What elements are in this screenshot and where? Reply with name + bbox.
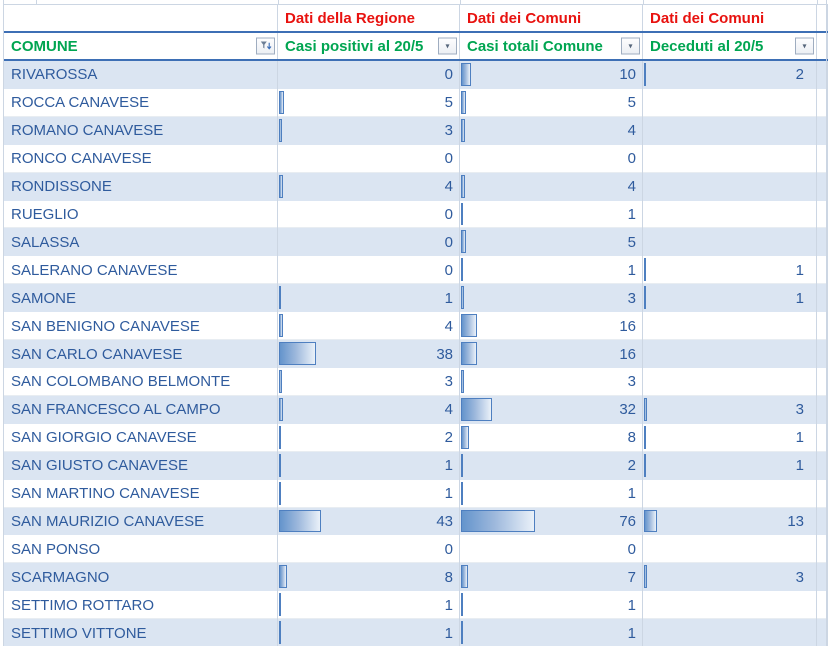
data-bar xyxy=(644,286,646,309)
casi-positivi-cell[interactable] xyxy=(278,145,460,173)
deceduti-cell[interactable] xyxy=(643,117,817,145)
data-bar xyxy=(644,565,647,588)
casi-totali-value: 32 xyxy=(619,401,636,419)
casi-positivi-value: 0 xyxy=(444,66,453,84)
table-row xyxy=(4,480,828,508)
comune-cell[interactable] xyxy=(4,117,278,145)
casi-positivi-cell[interactable] xyxy=(278,89,460,117)
data-bar xyxy=(279,91,284,114)
table-row xyxy=(4,256,828,284)
comune-label: SCARMAGNO xyxy=(11,568,110,586)
table-row xyxy=(4,61,828,89)
comune-cell[interactable] xyxy=(4,368,278,396)
group-header-label: Dati della Regione xyxy=(285,9,416,27)
gridline xyxy=(817,0,818,4)
table-row xyxy=(4,173,828,201)
comune-cell[interactable] xyxy=(4,173,278,201)
casi-positivi-value: 0 xyxy=(444,540,453,558)
data-bar xyxy=(461,286,464,309)
casi-positivi-cell[interactable] xyxy=(278,228,460,256)
header-casi-totali-label: Casi totali Comune xyxy=(467,37,603,55)
deceduti-cell[interactable] xyxy=(643,619,817,646)
deceduti-cell[interactable] xyxy=(643,228,817,256)
casi-totali-value: 4 xyxy=(627,178,636,196)
casi-totali-value: 3 xyxy=(627,289,636,307)
casi-positivi-cell[interactable] xyxy=(278,591,460,619)
casi-positivi-value: 38 xyxy=(436,345,453,363)
comune-label: SAN COLOMBANO BELMONTE xyxy=(11,373,231,391)
table-row xyxy=(4,145,828,173)
comune-cell[interactable] xyxy=(4,312,278,340)
casi-totali-cell[interactable] xyxy=(460,89,643,117)
deceduti-cell[interactable] xyxy=(643,284,817,312)
deceduti-cell[interactable] xyxy=(643,368,817,396)
comune-label: SAN PONSO xyxy=(11,540,101,558)
casi-totali-value: 16 xyxy=(619,317,636,335)
table-row xyxy=(4,368,828,396)
casi-totali-cell[interactable] xyxy=(460,312,643,340)
deceduti-value: 1 xyxy=(795,429,804,447)
table-row xyxy=(4,228,828,256)
casi-positivi-value: 1 xyxy=(444,289,453,307)
group-header-comuni2-cell[interactable] xyxy=(643,5,817,31)
deceduti-cell[interactable] xyxy=(643,508,817,536)
casi-positivi-cell[interactable] xyxy=(278,256,460,284)
deceduti-cell[interactable] xyxy=(643,201,817,229)
data-bar xyxy=(644,510,657,533)
casi-positivi-value: 3 xyxy=(444,373,453,391)
comune-cell[interactable] xyxy=(4,145,278,173)
header-comune-label: COMUNE xyxy=(11,37,78,55)
casi-positivi-cell[interactable] xyxy=(278,340,460,368)
casi-totali-cell[interactable] xyxy=(460,591,643,619)
comune-label: SAN FRANCESCO AL CAMPO xyxy=(11,401,221,419)
chevron-down-icon: ▾ xyxy=(628,41,633,51)
casi-totali-value: 1 xyxy=(627,596,636,614)
casi-totali-value: 0 xyxy=(627,540,636,558)
comune-sort-filter-button[interactable] xyxy=(256,38,275,55)
casi-positivi-cell[interactable] xyxy=(278,61,460,89)
comune-cell[interactable] xyxy=(4,619,278,646)
data-bar xyxy=(279,370,282,393)
casi-positivi-cell[interactable] xyxy=(278,396,460,424)
casi-totali-cell[interactable] xyxy=(460,508,643,536)
group-header-label: Dati dei Comuni xyxy=(467,9,582,27)
data-bar xyxy=(279,482,281,505)
data-bar xyxy=(644,398,647,421)
deceduti-value: 1 xyxy=(795,289,804,307)
data-bar xyxy=(461,593,463,616)
data-bar xyxy=(461,398,492,421)
casi-totali-cell[interactable] xyxy=(460,173,643,201)
data-bar xyxy=(279,426,281,449)
deceduti-cell[interactable] xyxy=(643,563,817,591)
casi-positivi-cell[interactable] xyxy=(278,284,460,312)
casi-positivi-value: 8 xyxy=(444,568,453,586)
data-bar xyxy=(461,482,463,505)
casi-positivi-value: 0 xyxy=(444,233,453,251)
comune-label: ROCCA CANAVESE xyxy=(11,94,150,112)
data-bar xyxy=(279,510,321,533)
casi-totali-cell[interactable] xyxy=(460,145,643,173)
data-bar xyxy=(461,342,477,365)
comune-cell[interactable] xyxy=(4,424,278,452)
casi-positivi-cell[interactable] xyxy=(278,508,460,536)
comune-cell[interactable] xyxy=(4,591,278,619)
comune-cell[interactable] xyxy=(4,535,278,563)
comune-label: SAN CARLO CANAVESE xyxy=(11,345,183,363)
comune-cell[interactable] xyxy=(4,340,278,368)
comune-cell[interactable] xyxy=(4,256,278,284)
casi-positivi-value: 1 xyxy=(444,457,453,475)
deceduti-value: 13 xyxy=(787,512,804,530)
gridline xyxy=(36,0,37,4)
casi-positivi-value: 0 xyxy=(444,205,453,223)
table-row xyxy=(4,340,828,368)
gridline xyxy=(278,0,279,4)
casi-positivi-value: 43 xyxy=(436,512,453,530)
deceduti-cell[interactable] xyxy=(643,312,817,340)
deceduti-value: 3 xyxy=(795,568,804,586)
casi-totali-value: 10 xyxy=(619,66,636,84)
deceduti-filter-button[interactable] xyxy=(795,38,814,55)
comune-label: RIVAROSSA xyxy=(11,66,98,84)
data-bar xyxy=(279,175,283,198)
comune-label: SAN GIUSTO CANAVESE xyxy=(11,457,188,475)
data-bar xyxy=(461,91,466,114)
casi-totali-value: 5 xyxy=(627,233,636,251)
table-row xyxy=(4,452,828,480)
data-bar xyxy=(279,398,283,421)
deceduti-cell[interactable] xyxy=(643,424,817,452)
comune-cell[interactable] xyxy=(4,563,278,591)
group-header-label: Dati dei Comuni xyxy=(650,9,765,27)
table-row xyxy=(4,619,828,646)
data-bar xyxy=(461,230,466,253)
casi-totali-value: 1 xyxy=(627,261,636,279)
comune-cell[interactable] xyxy=(4,396,278,424)
deceduti-cell[interactable] xyxy=(643,396,817,424)
casi-totali-cell[interactable] xyxy=(460,61,643,89)
comune-label: RONCO CANAVESE xyxy=(11,150,152,168)
table-row xyxy=(4,89,828,117)
deceduti-cell[interactable] xyxy=(643,256,817,284)
deceduti-cell[interactable] xyxy=(643,535,817,563)
deceduti-value: 1 xyxy=(795,261,804,279)
casi-positivi-cell[interactable] xyxy=(278,117,460,145)
casi-totali-value: 16 xyxy=(619,345,636,363)
group-header-regione-cell[interactable] xyxy=(278,5,460,31)
casi-positivi-cell[interactable] xyxy=(278,452,460,480)
casi-totali-cell[interactable] xyxy=(460,368,643,396)
casi-positivi-value: 4 xyxy=(444,401,453,419)
casi-totali-value: 3 xyxy=(627,373,636,391)
casi-totali-cell[interactable] xyxy=(460,424,643,452)
data-bar xyxy=(644,258,646,281)
data-bar xyxy=(461,314,477,337)
table-row xyxy=(4,312,828,340)
comune-label: SAMONE xyxy=(11,289,77,307)
data-bar xyxy=(644,426,646,449)
casi-positivi-value: 4 xyxy=(444,178,453,196)
gridline xyxy=(643,0,644,4)
casi-totali-cell[interactable] xyxy=(460,340,643,368)
deceduti-cell[interactable] xyxy=(643,452,817,480)
casi-positivi-cell[interactable] xyxy=(278,312,460,340)
deceduti-value: 2 xyxy=(795,66,804,84)
casi-totali-value: 76 xyxy=(619,512,636,530)
casi-totali-filter-button[interactable] xyxy=(621,38,640,55)
chevron-down-icon: ▾ xyxy=(802,41,807,51)
casi-positivi-value: 5 xyxy=(444,94,453,112)
casi-totali-value: 0 xyxy=(627,150,636,168)
data-bar xyxy=(461,119,465,142)
data-bar xyxy=(461,63,471,86)
casi-totali-value: 5 xyxy=(627,94,636,112)
deceduti-cell[interactable] xyxy=(643,145,817,173)
data-bar xyxy=(279,621,281,644)
comune-label: RONDISSONE xyxy=(11,178,112,196)
comune-cell[interactable] xyxy=(4,89,278,117)
header-casi-positivi-cell[interactable] xyxy=(278,33,460,59)
comune-cell[interactable] xyxy=(4,284,278,312)
data-bar xyxy=(461,565,468,588)
gridline xyxy=(826,0,827,646)
data-bar xyxy=(461,258,463,281)
casi-positivi-value: 2 xyxy=(444,429,453,447)
comune-label: ROMANO CANAVESE xyxy=(11,122,164,140)
casi-totali-cell[interactable] xyxy=(460,535,643,563)
group-header-comuni-cell[interactable] xyxy=(460,5,643,31)
gridline xyxy=(460,0,461,4)
casi-totali-value: 2 xyxy=(627,457,636,475)
table-row xyxy=(4,201,828,229)
data-bar xyxy=(279,565,287,588)
table-row xyxy=(4,563,828,591)
casi-totali-cell[interactable] xyxy=(460,480,643,508)
casi-totali-cell[interactable] xyxy=(460,228,643,256)
deceduti-cell[interactable] xyxy=(643,89,817,117)
deceduti-value: 1 xyxy=(795,457,804,475)
chevron-down-icon: ▾ xyxy=(445,41,450,51)
comune-label: RUEGLIO xyxy=(11,205,79,223)
table-row xyxy=(4,424,828,452)
table-row xyxy=(4,535,828,563)
comune-cell[interactable] xyxy=(4,61,278,89)
casi-totali-value: 8 xyxy=(627,429,636,447)
gridline xyxy=(3,0,4,646)
table-row xyxy=(4,591,828,619)
casi-totali-value: 4 xyxy=(627,122,636,140)
casi-positivi-value: 3 xyxy=(444,122,453,140)
deceduti-cell[interactable] xyxy=(643,173,817,201)
casi-totali-cell[interactable] xyxy=(460,201,643,229)
data-bar xyxy=(279,593,281,616)
comune-label: SAN MARTINO CANAVESE xyxy=(11,485,200,503)
comune-label: SAN GIORGIO CANAVESE xyxy=(11,429,197,447)
data-bar xyxy=(461,510,535,533)
casi-totali-value: 1 xyxy=(627,205,636,223)
casi-totali-cell[interactable] xyxy=(460,284,643,312)
casi-positivi-value: 0 xyxy=(444,150,453,168)
deceduti-cell[interactable] xyxy=(643,61,817,89)
comune-cell[interactable] xyxy=(4,452,278,480)
casi-positivi-cell[interactable] xyxy=(278,368,460,396)
casi-positivi-cell[interactable] xyxy=(278,424,460,452)
data-bar xyxy=(644,63,646,86)
deceduti-cell[interactable] xyxy=(643,480,817,508)
casi-positivi-value: 1 xyxy=(444,596,453,614)
data-bar xyxy=(279,314,283,337)
table-row xyxy=(4,396,828,424)
casi-positivi-cell[interactable] xyxy=(278,563,460,591)
casi-totali-cell[interactable] xyxy=(460,452,643,480)
casi-totali-value: 1 xyxy=(627,624,636,642)
casi-positivi-cell[interactable] xyxy=(278,535,460,563)
casi-positivi-value: 1 xyxy=(444,485,453,503)
comune-cell[interactable] xyxy=(4,480,278,508)
casi-positivi-cell[interactable] xyxy=(278,201,460,229)
data-bar xyxy=(461,621,463,644)
data-bar xyxy=(461,203,463,226)
casi-positivi-filter-button[interactable] xyxy=(438,38,457,55)
deceduti-cell[interactable] xyxy=(643,591,817,619)
corner-cell[interactable] xyxy=(4,5,278,31)
column-header-row xyxy=(4,33,828,61)
comune-cell[interactable] xyxy=(4,508,278,536)
casi-positivi-value: 0 xyxy=(444,261,453,279)
casi-totali-cell[interactable] xyxy=(460,563,643,591)
table-row xyxy=(4,284,828,312)
header-deceduti-label: Deceduti al 20/5 xyxy=(650,37,764,55)
data-bar xyxy=(279,119,282,142)
comune-label: SETTIMO VITTONE xyxy=(11,624,147,642)
data-bar xyxy=(461,454,463,477)
deceduti-cell[interactable] xyxy=(643,340,817,368)
comune-label: SAN BENIGNO CANAVESE xyxy=(11,317,200,335)
comune-cell[interactable] xyxy=(4,228,278,256)
data-bar xyxy=(279,342,316,365)
data-bar xyxy=(461,370,464,393)
data-rows xyxy=(4,61,828,646)
group-header-row xyxy=(4,5,828,33)
deceduti-value: 3 xyxy=(795,401,804,419)
comune-label: SETTIMO ROTTARO xyxy=(11,596,155,614)
casi-totali-value: 7 xyxy=(627,568,636,586)
header-comune-cell[interactable] xyxy=(4,33,278,59)
casi-positivi-value: 1 xyxy=(444,624,453,642)
casi-totali-cell[interactable] xyxy=(460,619,643,646)
data-bar xyxy=(644,454,646,477)
header-casi-totali-cell[interactable] xyxy=(460,33,643,59)
comune-cell[interactable] xyxy=(4,201,278,229)
comune-label: SALASSA xyxy=(11,233,80,251)
casi-totali-cell[interactable] xyxy=(460,117,643,145)
data-bar xyxy=(279,454,281,477)
casi-totali-cell[interactable] xyxy=(460,396,643,424)
casi-totali-cell[interactable] xyxy=(460,256,643,284)
header-casi-positivi-label: Casi positivi al 20/5 xyxy=(285,37,424,55)
sort-filter-icon xyxy=(260,41,272,52)
header-deceduti-cell[interactable] xyxy=(643,33,817,59)
casi-positivi-cell[interactable] xyxy=(278,619,460,646)
casi-totali-value: 1 xyxy=(627,485,636,503)
casi-positivi-cell[interactable] xyxy=(278,173,460,201)
casi-positivi-cell[interactable] xyxy=(278,480,460,508)
data-bar xyxy=(461,426,469,449)
table-row xyxy=(4,117,828,145)
table-row xyxy=(4,508,828,536)
comune-label: SALERANO CANAVESE xyxy=(11,261,178,279)
data-bar xyxy=(461,175,465,198)
comune-label: SAN MAURIZIO CANAVESE xyxy=(11,512,205,530)
casi-positivi-value: 4 xyxy=(444,317,453,335)
data-bar xyxy=(279,286,281,309)
